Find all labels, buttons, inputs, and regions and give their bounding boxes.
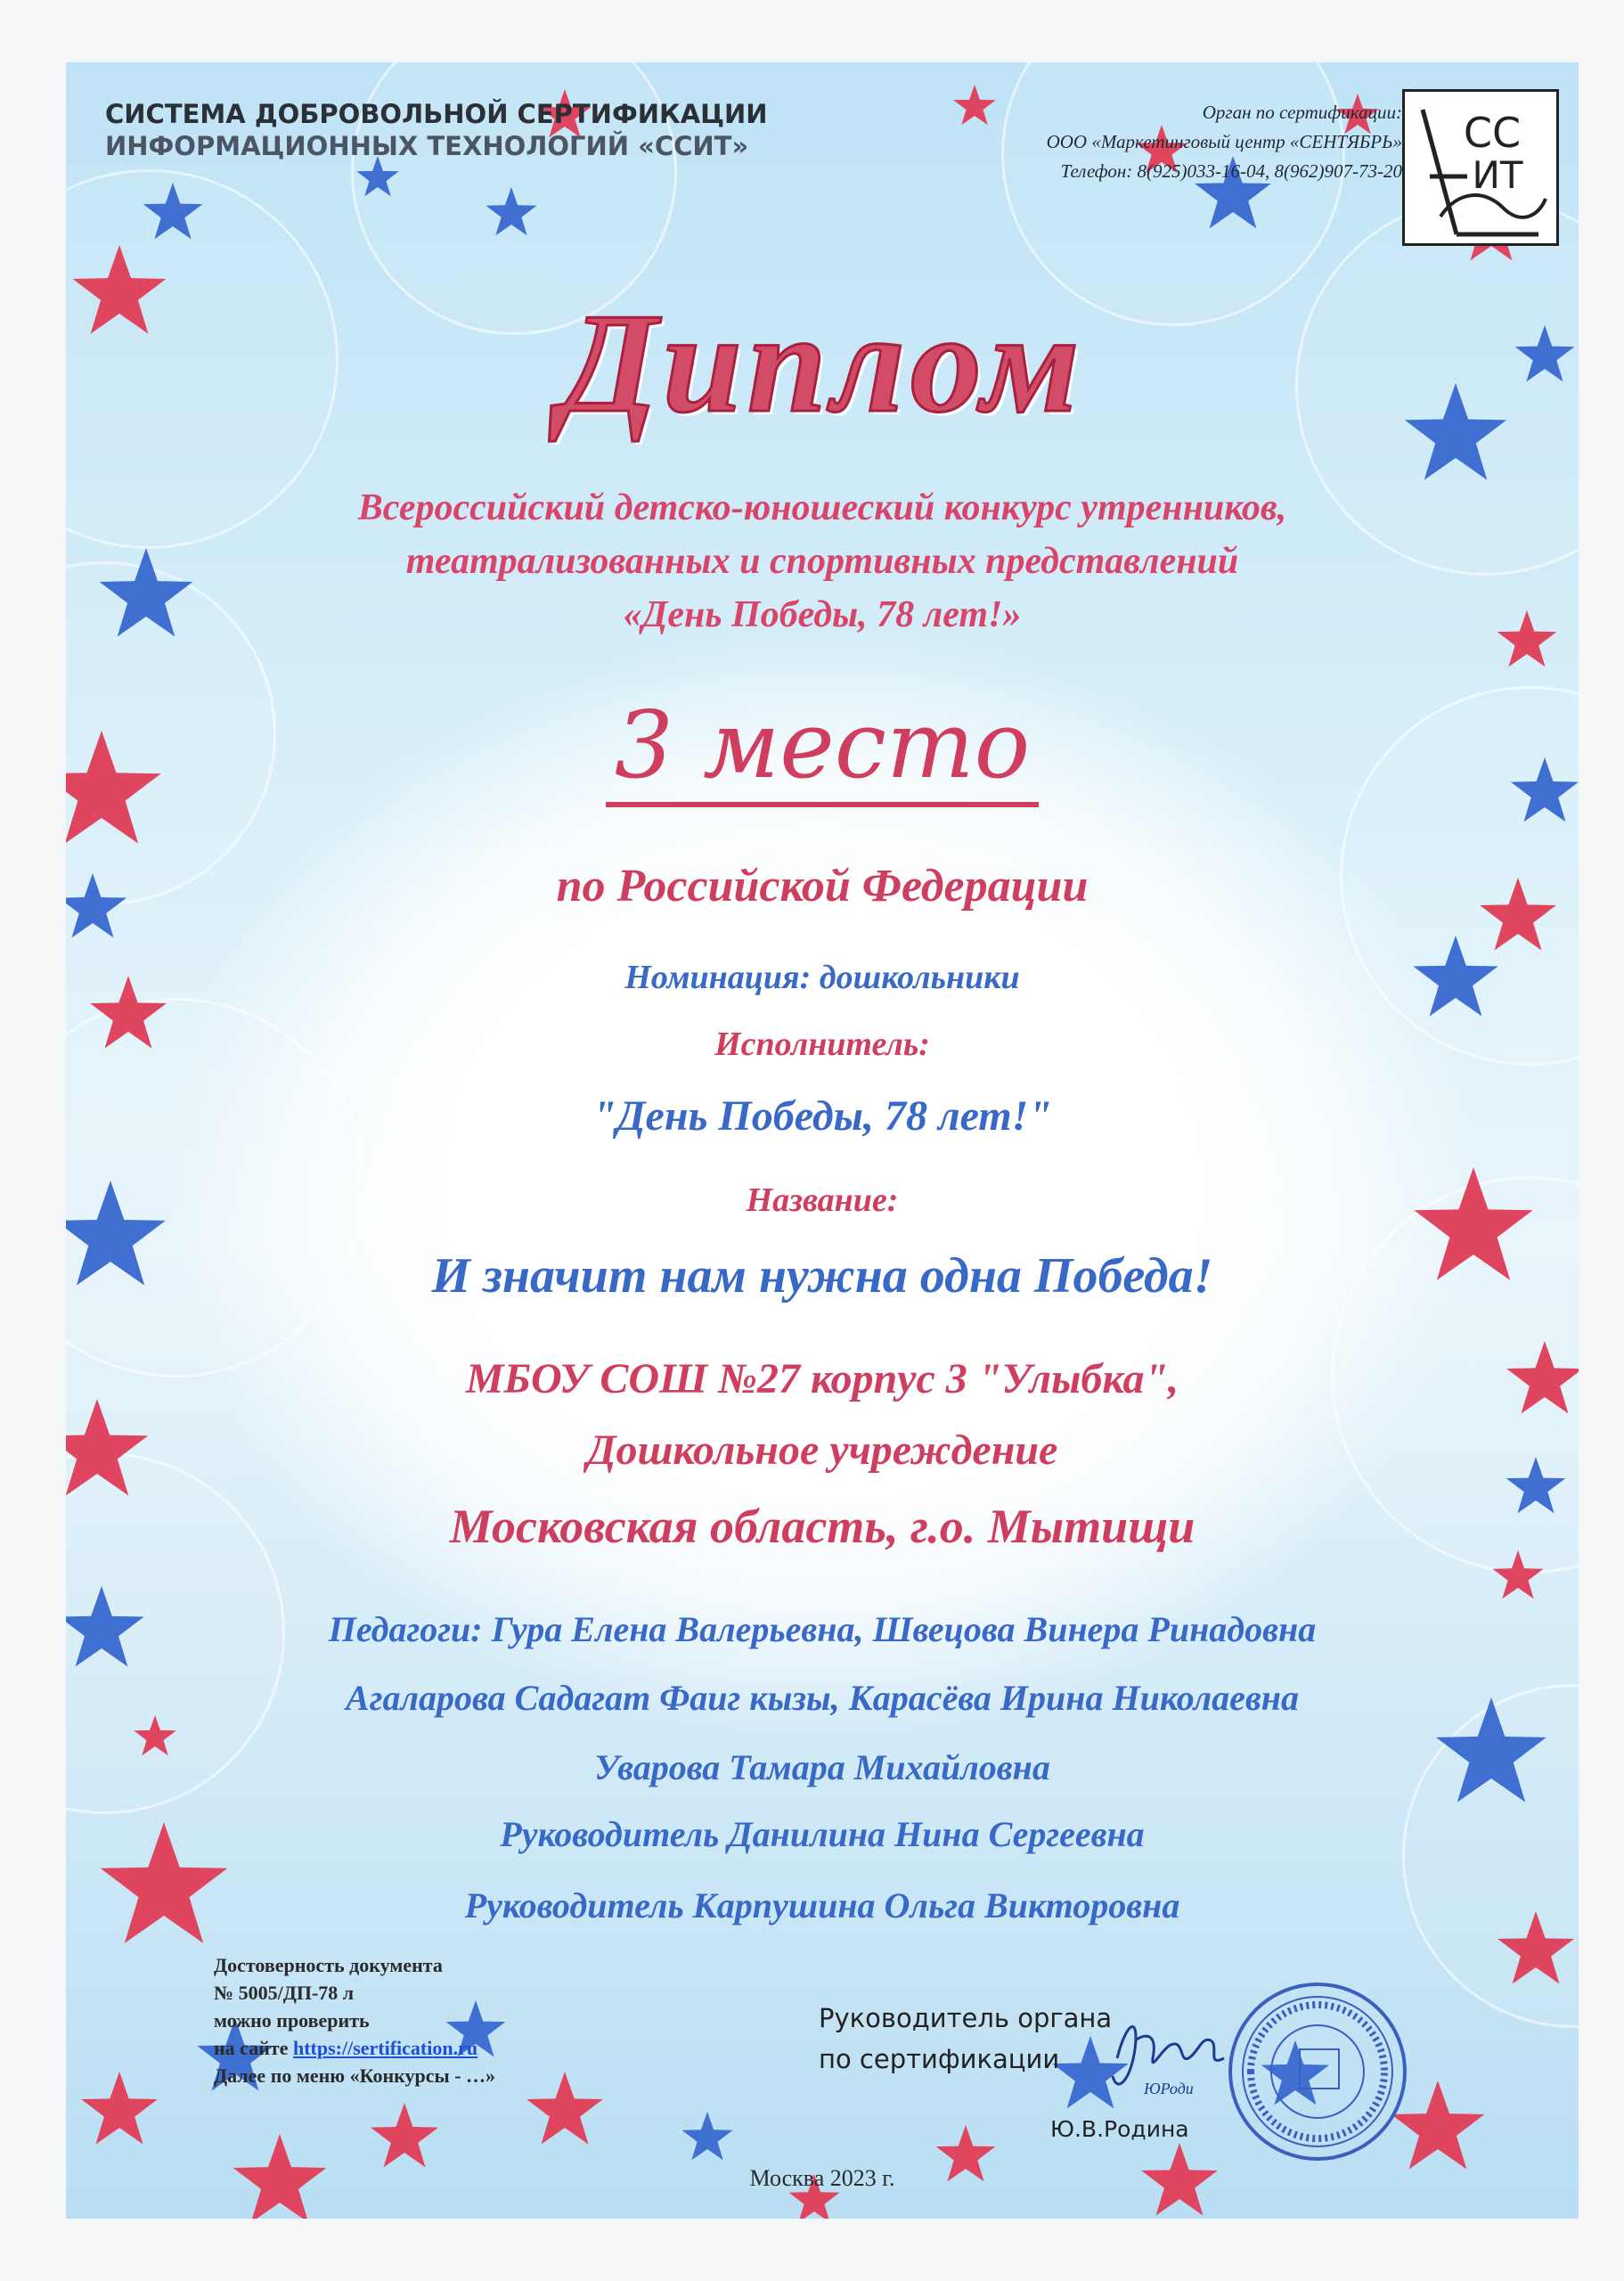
certification-system-name [105, 98, 768, 162]
institution-line-1: МБОУ СОШ №27 корпус 3 "Улыбка", [465, 1355, 1179, 1402]
logo-text-bottom: ИТ [1472, 153, 1523, 197]
nomination: Номинация: дошкольники [624, 959, 1020, 996]
leader-1: Руководитель Данилина Нина Сергеевна [500, 1814, 1145, 1854]
official-seal [1224, 1978, 1411, 2165]
signature-text: ЮРоди [1144, 2080, 1194, 2097]
teachers-line-3: Уварова Тамара Михайловна [594, 1747, 1050, 1787]
verify-site-link[interactable]: https://sertification.ru [292, 2037, 478, 2059]
ssit-logo-mark [1405, 92, 1556, 243]
ssit-logo [1402, 89, 1559, 246]
verify-site-line [214, 2034, 495, 2062]
place-text: 3 место [606, 691, 1039, 807]
verification-info [214, 1951, 495, 2089]
institution-line-2: Дошкольное учреждение [586, 1427, 1058, 1474]
head-line-2: по сертификации [819, 2044, 1060, 2074]
logo-text-top: СС [1463, 109, 1522, 157]
work-name-label: Название: [746, 1181, 899, 1219]
head-name: Ю.В.Родина [1050, 2116, 1189, 2142]
teachers-line-2: Агаларова Садагат Фаиг кызы, Карасёва Ирина Николаевна [346, 1678, 1299, 1718]
head-signature-caption [819, 1998, 1112, 2080]
place-award [66, 691, 1579, 807]
body-phone: Телефон: 8(925)033-16-04, 8(962)907-73-20 [1060, 160, 1402, 182]
performer: "День Победы, 78 лет!" [592, 1092, 1052, 1140]
verify-line-1: Достоверность документа [214, 1954, 443, 1976]
certification-body-info [1047, 98, 1402, 186]
contest-line-3: «День Победы, 78 лет!» [623, 594, 1022, 635]
handwritten-signature [1099, 1996, 1233, 2103]
scope-text: по Российской Федерации [556, 861, 1089, 912]
contest-line-2: театрализованных и спортивных представлений [405, 541, 1239, 582]
body-name: ООО «Маркетинговый центр «СЕНТЯБРЬ» [1046, 131, 1402, 152]
city-year: Москва 2023 г. [749, 2165, 895, 2191]
work-name: И значит нам нужна одна Победа! [431, 1248, 1213, 1304]
body-label: Орган по сертификации: [1202, 102, 1402, 123]
system-line-1: СИСТЕМА ДОБРОВОЛЬНОЙ СЕРТИФИКАЦИИ [105, 99, 768, 129]
system-line-2: ИНФОРМАЦИОННЫХ ТЕХНОЛОГИЙ «ССИТ» [105, 131, 749, 161]
verify-line-3: можно проверить [214, 2009, 370, 2032]
contest-line-1: Всероссийский детско-юношеский конкурс утренников, [357, 487, 1287, 528]
leader-2: Руководитель Карпушина Ольга Викторовна [464, 1885, 1180, 1925]
diploma-title: Диплом [559, 283, 1085, 442]
verify-menu-hint: Далее по меню «Конкурсы - …» [214, 2064, 496, 2087]
diploma-sheet [66, 62, 1579, 2219]
verify-site-prefix: на сайте [214, 2037, 293, 2059]
verify-doc-number: № 5005/ДП-78 л [214, 1982, 355, 2004]
performer-label: Исполнитель: [714, 1026, 930, 1063]
teachers-line-1: Педагоги: Гура Елена Валерьевна, Швецова Винера Ринадовна [328, 1609, 1317, 1649]
head-line-1: Руководитель органа [819, 2003, 1113, 2033]
blue-stars [66, 156, 1579, 2160]
contest-name [66, 481, 1579, 642]
institution-line-3: Московская область, г.о. Мытищи [449, 1500, 1196, 1553]
